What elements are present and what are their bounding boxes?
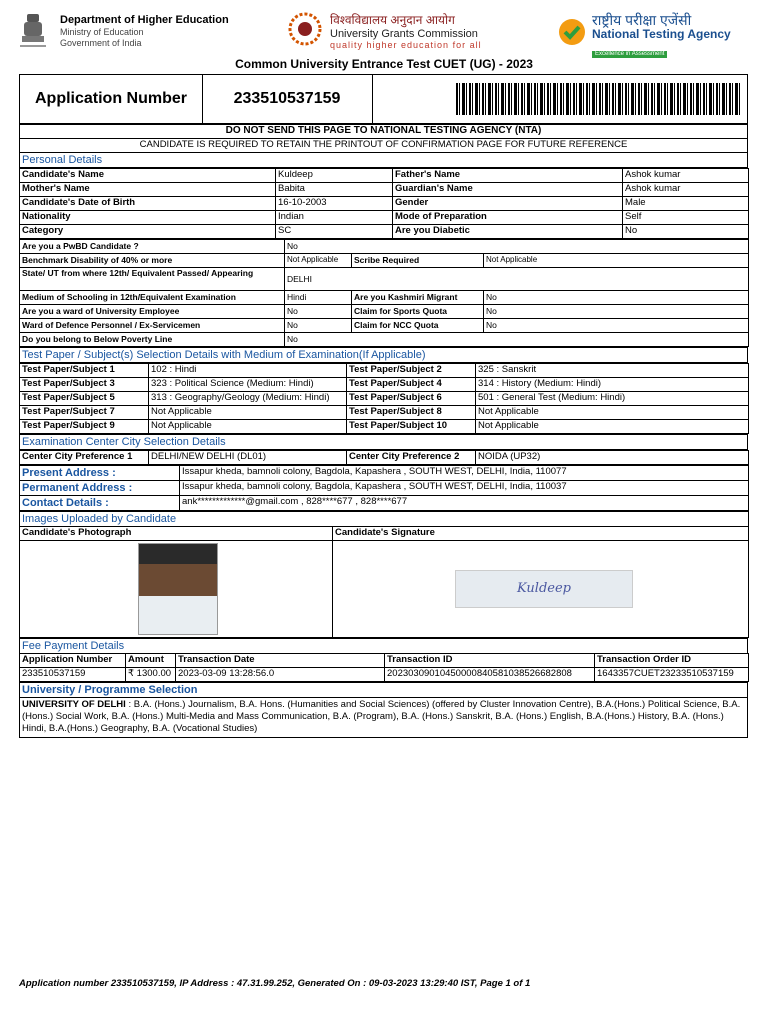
subject-value: 102 : Hindi [149, 364, 347, 378]
field-label: Test Paper/Subject 1 [20, 364, 149, 378]
application-number-label: Application Number [20, 75, 203, 123]
subject-value: Not Applicable [149, 420, 347, 434]
field-label: Are you Diabetic [393, 225, 623, 239]
photo-label: Candidate's Photograph [20, 527, 333, 541]
fee-header: Transaction Date [176, 654, 385, 668]
exam-title: Common University Entrance Test CUET (UG) - 2023 [235, 57, 533, 71]
table-row [20, 364, 749, 378]
bpl-value: No [285, 333, 749, 347]
national-emblem-icon [18, 12, 48, 52]
field-label: Test Paper/Subject 2 [347, 364, 476, 378]
fee-value: 233510537159 [20, 668, 126, 682]
images-table [19, 511, 749, 638]
subject-value: 325 : Sanskrit [476, 364, 749, 378]
field-label: Guardian's Name [393, 183, 623, 197]
field-label: Test Paper/Subject 5 [20, 392, 149, 406]
table-row [20, 527, 749, 541]
ward-defence-value: No [285, 319, 352, 333]
university-programmes [20, 698, 748, 738]
field-label: Scribe Required [352, 254, 484, 268]
fee-header: Amount [126, 654, 176, 668]
fee-value: 1643357CUET23233510537159 [595, 668, 749, 682]
contact-details-label: Contact Details : [20, 496, 180, 511]
state-value: DELHI [285, 268, 749, 291]
pwbd-value: No [285, 240, 749, 254]
field-label: Mode of Preparation [393, 211, 623, 225]
candidate-name-value: Kuldeep [276, 169, 393, 183]
field-label: Are you a PwBD Candidate ? [20, 240, 285, 254]
government-name: Government of India [60, 37, 142, 48]
subject-value: 314 : History (Medium: Hindi) [476, 378, 749, 392]
category-value: SC [276, 225, 393, 239]
permanent-address-label: Permanent Address : [20, 481, 180, 496]
university-table [19, 682, 748, 738]
section-title-center: Examination Center City Selection Details [20, 435, 748, 450]
application-number-box [19, 74, 748, 124]
application-number-value: 233510537159 [202, 75, 373, 123]
field-label: Nationality [20, 211, 276, 225]
center-pref2-value: NOIDA (UP32) [476, 451, 749, 465]
ward-univ-value: No [285, 305, 352, 319]
table-row [20, 183, 749, 197]
ugc-logo-icon [288, 12, 322, 48]
table-row [20, 466, 749, 481]
fee-value: 2023-03-09 13:28:56.0 [176, 668, 385, 682]
table-row [20, 240, 749, 254]
center-pref1-value: DELHI/NEW DELHI (DL01) [149, 451, 347, 465]
field-label: Mother's Name [20, 183, 276, 197]
nta-hindi-name: राष्ट्रीय परीक्षा एजेंसी [592, 12, 692, 28]
subject-value: Not Applicable [476, 420, 749, 434]
field-label: Are you a ward of University Employee [20, 305, 285, 319]
subject-value: 313 : Geography/Geology (Medium: Hindi) [149, 392, 347, 406]
confirmation-document [19, 124, 748, 738]
field-label: Test Paper/Subject 10 [347, 420, 476, 434]
field-label: Claim for Sports Quota [352, 305, 484, 319]
field-label: Medium of Schooling in 12th/Equivalent Examination [20, 291, 285, 305]
field-label: Test Paper/Subject 7 [20, 406, 149, 420]
field-label: Do you belong to Below Poverty Line [20, 333, 285, 347]
table-row [20, 225, 749, 239]
table-row [20, 392, 749, 406]
table-row [20, 197, 749, 211]
table-row [20, 698, 748, 738]
center-section [19, 434, 748, 450]
table-row [20, 451, 749, 465]
fee-header: Application Number [20, 654, 126, 668]
candidate-signature: Kuldeep [455, 570, 633, 608]
field-label: Are you Kashmiri Migrant [352, 291, 484, 305]
sports-value: No [484, 305, 749, 319]
scribe-value: Not Applicable [484, 254, 749, 268]
fee-section [19, 638, 748, 653]
programme-list: : B.A. (Hons.) Journalism, B.A. Hons. (Humanities and Social Sciences) (offered by Cluster Innovation Centre), B.A.(Hons.) Political Science, B.A.(Hons.) Social Work, B.A. (Hons.) Multi-Media and Mass Communication, B.A. (Program), B.A. (Hons.) Sanskrit, B.A. (Hons.) English, B.A.(Hons.) History, B.A. (Hons.) Hindi, B.A.(Hons.) Geography, B.A. (Vocational Studies) [22, 699, 741, 734]
signature-cell [333, 541, 749, 638]
dob-value: 16-10-2003 [276, 197, 393, 211]
barcode-icon [456, 83, 741, 115]
field-label: Father's Name [393, 169, 623, 183]
field-label: Candidate's Name [20, 169, 276, 183]
field-label: Ward of Defence Personnel / Ex-Servicemen [20, 319, 285, 333]
table-row [20, 481, 749, 496]
section-title-personal: Personal Details [20, 153, 748, 168]
section-title-images: Images Uploaded by Candidate [20, 512, 749, 527]
notice-retain-printout: CANDIDATE IS REQUIRED TO RETAIN THE PRINTOUT OF CONFIRMATION PAGE FOR FUTURE REFERENCE [20, 139, 748, 153]
table-row [20, 333, 749, 347]
subjects-table [19, 363, 749, 434]
mode-of-preparation-value: Self [623, 211, 749, 225]
contact-details-value: ank*************@gmail.com , 828****677 , 828****677 [180, 496, 749, 511]
address-table [19, 465, 749, 511]
field-label: Claim for NCC Quota [352, 319, 484, 333]
ncc-value: No [484, 319, 749, 333]
table-row [20, 654, 749, 668]
present-address-label: Present Address : [20, 466, 180, 481]
mother-name-value: Babita [276, 183, 393, 197]
table-row [20, 668, 749, 682]
table-row [20, 211, 749, 225]
field-label: Benchmark Disability of 40% or more [20, 254, 285, 268]
medium-value: Hindi [285, 291, 352, 305]
field-label: Gender [393, 197, 623, 211]
nta-check-logo-icon [558, 18, 586, 46]
diabetic-value: No [623, 225, 749, 239]
table-row [20, 541, 749, 638]
nta-name: National Testing Agency [592, 27, 731, 42]
subject-value: Not Applicable [149, 406, 347, 420]
subject-value: 323 : Political Science (Medium: Hindi) [149, 378, 347, 392]
ugc-tagline: quality higher education for all [330, 40, 482, 51]
ministry-text [60, 14, 229, 49]
notice-do-not-send: DO NOT SEND THIS PAGE TO NATIONAL TESTING AGENCY (NTA) [20, 125, 748, 139]
fee-header: Transaction ID [385, 654, 595, 668]
field-label: Category [20, 225, 276, 239]
field-label: State/ UT from where 12th/ Equivalent Passed/ Appearing [20, 268, 285, 291]
father-name-value: Ashok kumar [623, 169, 749, 183]
notice-table [19, 124, 748, 168]
table-row [20, 305, 749, 319]
gender-value: Male [623, 197, 749, 211]
photo-cell [20, 541, 333, 638]
table-row [20, 254, 749, 268]
field-label: Test Paper/Subject 4 [347, 378, 476, 392]
ministry-name: Ministry of Education [60, 27, 144, 38]
fee-header: Transaction Order ID [595, 654, 749, 668]
page-header [0, 0, 768, 56]
table-row [20, 378, 749, 392]
fee-table [19, 653, 749, 682]
fee-value: 20230309010450000840581038526682808 [385, 668, 595, 682]
field-label: Center City Preference 2 [347, 451, 476, 465]
field-label: Test Paper/Subject 6 [347, 392, 476, 406]
section-title-fee: Fee Payment Details [20, 639, 748, 654]
table-row [20, 406, 749, 420]
candidate-photo [138, 543, 218, 635]
nta-text [592, 12, 731, 60]
present-address-value: Issapur kheda, bamnoli colony, Bagdola, Kapashera , SOUTH WEST, DELHI, India, 110077 [180, 466, 749, 481]
table-row [20, 319, 749, 333]
signature-label: Candidate's Signature [333, 527, 749, 541]
additional-details-table [19, 239, 749, 347]
fee-value: ₹ 1300.00 [126, 668, 176, 682]
section-title-subjects: Test Paper / Subject(s) Selection Details with Medium of Examination(If Applicable) [20, 348, 748, 363]
subject-value: Not Applicable [476, 406, 749, 420]
table-row [20, 291, 749, 305]
ugc-hindi-name: विश्वविद्यालय अनुदान आयोग [330, 13, 455, 27]
table-row [20, 169, 749, 183]
section-title-university: University / Programme Selection [20, 683, 748, 698]
center-table [19, 450, 749, 465]
department-name: Department of Higher Education [60, 14, 229, 26]
field-label: Candidate's Date of Birth [20, 197, 276, 211]
personal-details-table [19, 168, 749, 239]
subject-value: 501 : General Test (Medium: Hindi) [476, 392, 749, 406]
university-name: UNIVERSITY OF DELHI [22, 699, 126, 710]
page-footer: Application number 233510537159, IP Address : 47.31.99.252, Generated On : 09-03-2023 13:29:40 IST, Page 1 of 1 [19, 978, 531, 989]
field-label: Test Paper/Subject 3 [20, 378, 149, 392]
permanent-address-value: Issapur kheda, bamnoli colony, Bagdola, Kapashera , SOUTH WEST, DELHI, India, 110037 [180, 481, 749, 496]
ugc-text [330, 14, 482, 51]
benchmark-value: Not Applicable [285, 254, 352, 268]
table-row [20, 496, 749, 511]
table-row [20, 268, 749, 291]
subjects-section [19, 347, 748, 363]
nta-tagline: Excellence in Assessment [592, 51, 667, 58]
ugc-name: University Grants Commission [330, 27, 478, 40]
table-row [20, 420, 749, 434]
nationality-value: Indian [276, 211, 393, 225]
guardian-name-value: Ashok kumar [623, 183, 749, 197]
field-label: Test Paper/Subject 9 [20, 420, 149, 434]
field-label: Center City Preference 1 [20, 451, 149, 465]
kashmiri-value: No [484, 291, 749, 305]
field-label: Test Paper/Subject 8 [347, 406, 476, 420]
